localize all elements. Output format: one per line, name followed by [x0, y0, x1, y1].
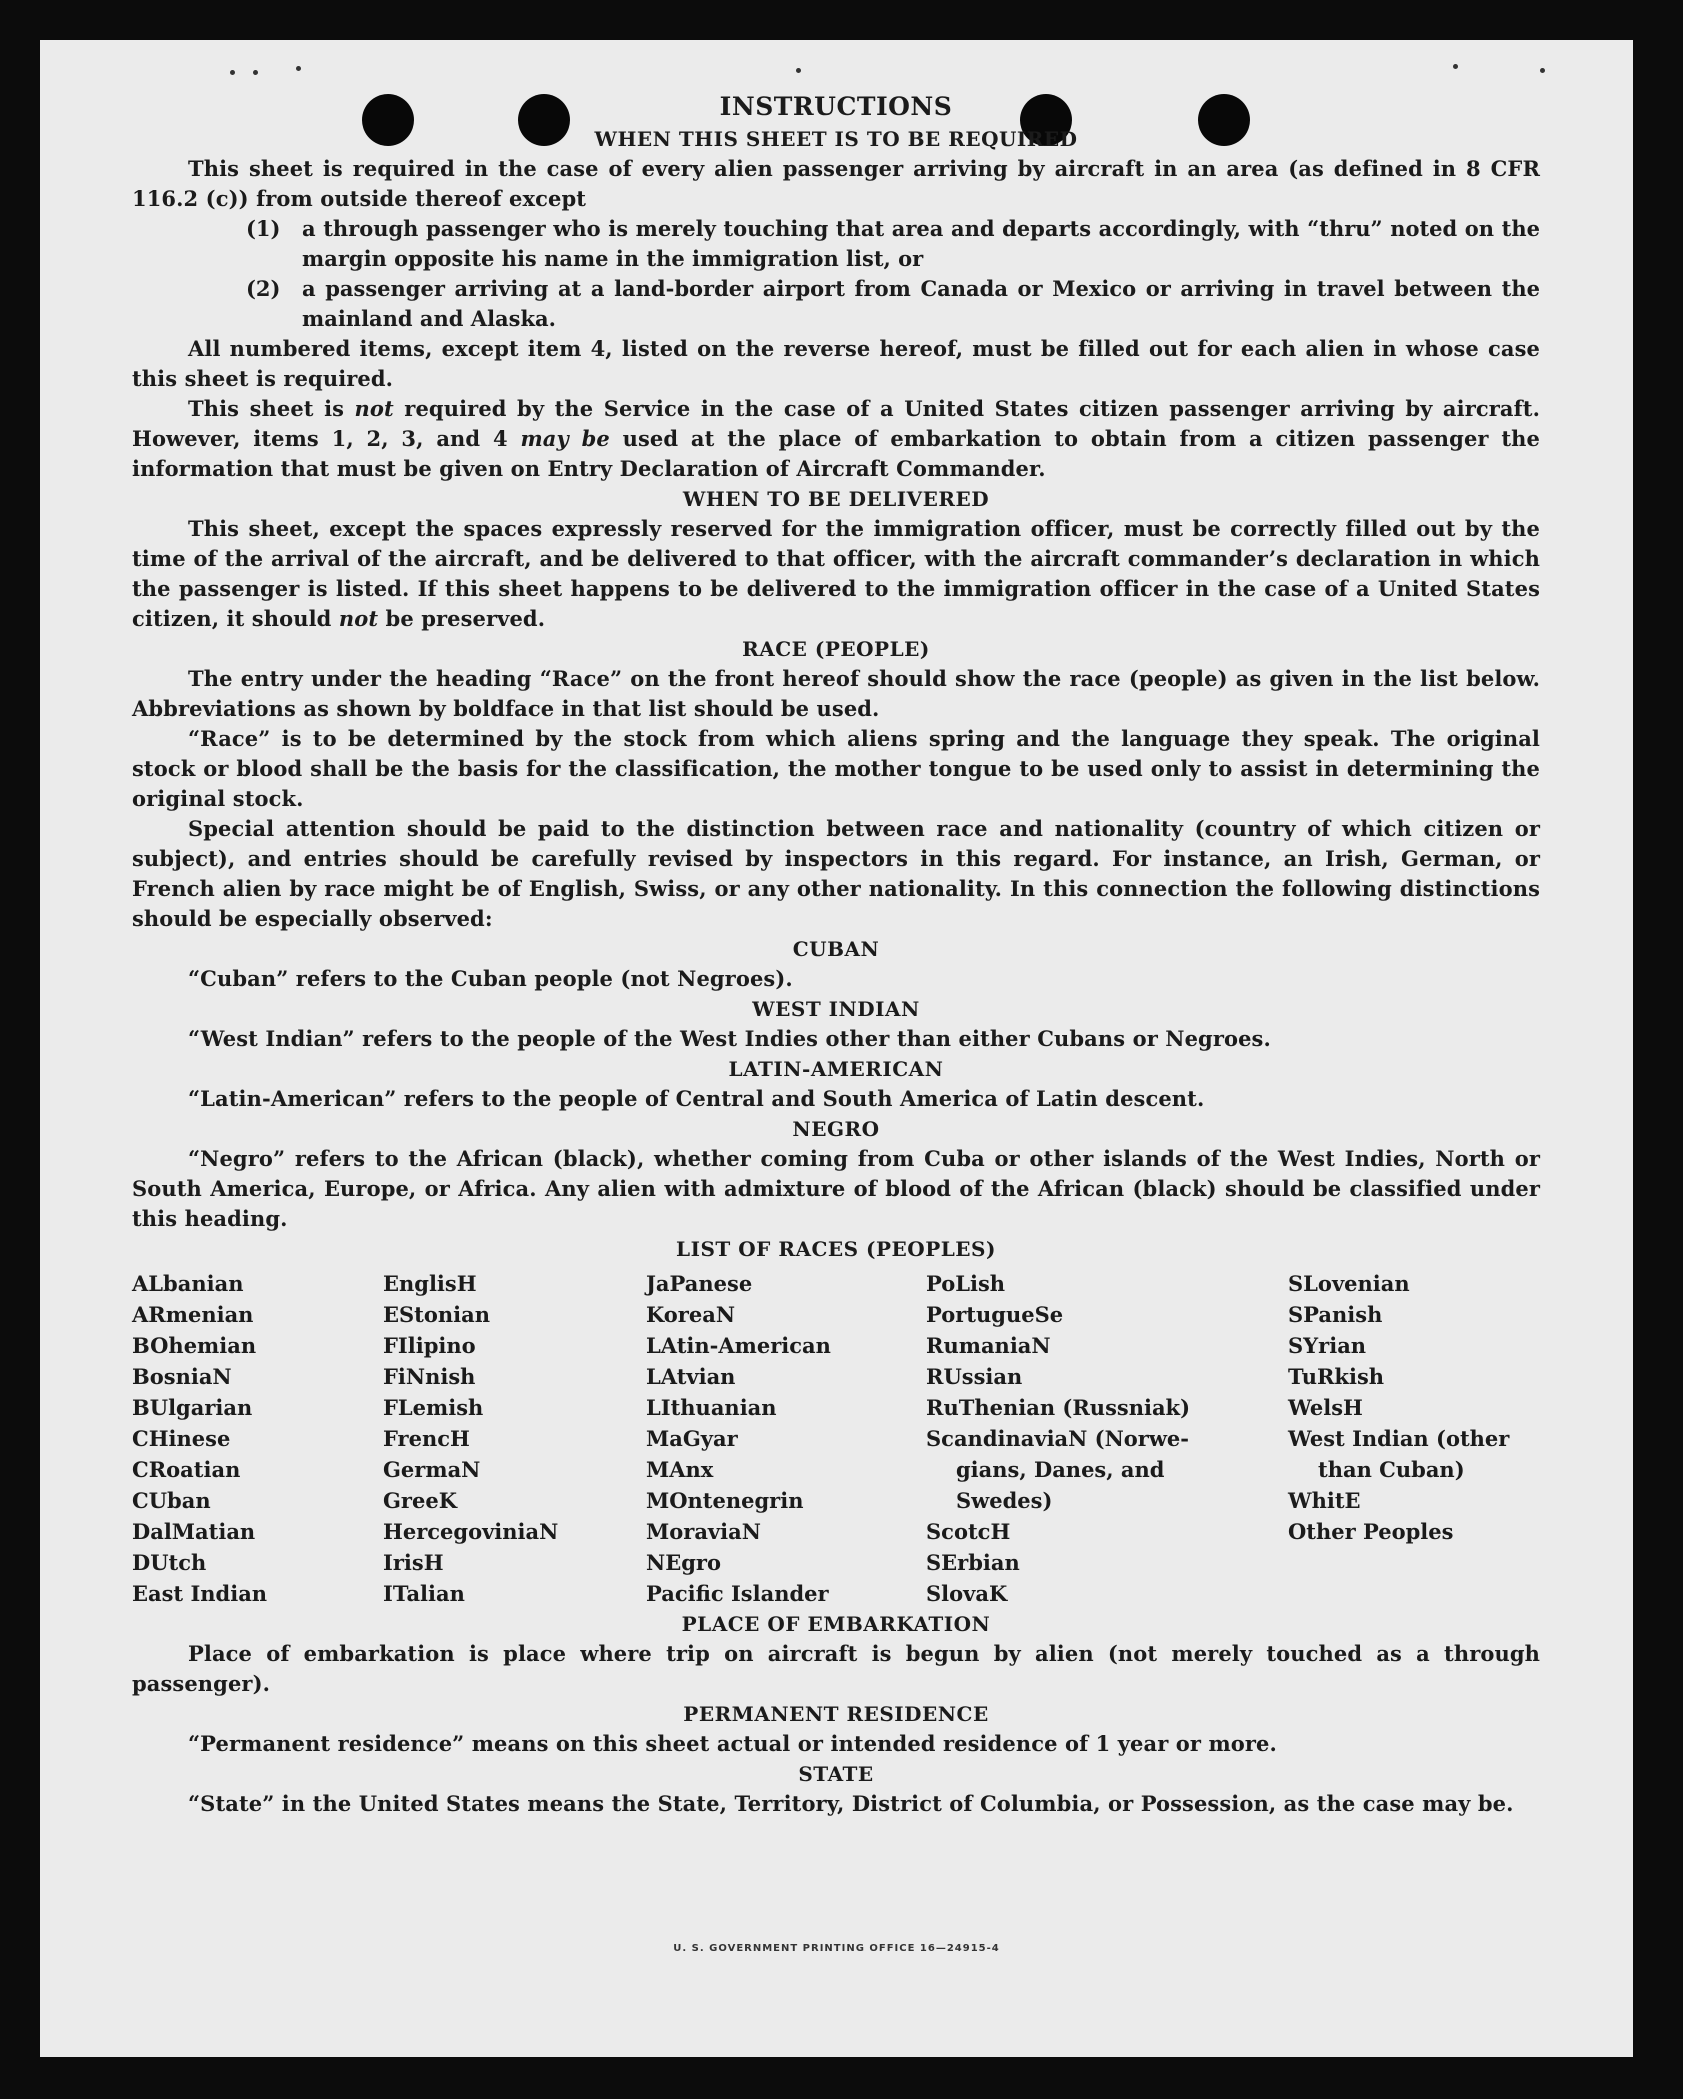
exception-text: a through passenger who is merely touching that area and departs accordingly, with “thru” noted on the margin opposite his name in the immigration list, or [302, 216, 1540, 271]
race-entry: LAtvian [646, 1364, 736, 1389]
section-heading-cuban: CUBAN [792, 937, 880, 961]
race-entry: SErbian [926, 1550, 1020, 1575]
race-entry: DUtch [132, 1550, 207, 1575]
race-entry: ITalian [383, 1581, 465, 1606]
state-definition: “State” in the United States means the State, Territory, District of Columbia, or Possession, as the case may be. [188, 1791, 1514, 1816]
embarkation-definition: Place of embarkation is place where trip on aircraft is begun by alien (not merely touched as a through passenger). [132, 1641, 1540, 1696]
race-entry: GreeK [383, 1488, 457, 1513]
exception-number: (1) [246, 216, 281, 241]
speck [796, 68, 801, 73]
race-entry: CHinese [132, 1426, 231, 1451]
speck [1453, 64, 1458, 69]
race-entry: RuThenian (Russniak) [926, 1395, 1191, 1420]
section-heading-latin-american: LATIN-AMERICAN [728, 1057, 944, 1081]
race-entry: SlovaK [926, 1581, 1008, 1606]
race-entry: KoreaN [646, 1302, 736, 1327]
race-entry: gians, Danes, and [956, 1457, 1165, 1482]
race-entry: HercegoviniaN [383, 1519, 559, 1544]
race-entry: CRoatian [132, 1457, 241, 1482]
race-entry: ScandinaviaN (Norwe- [926, 1426, 1190, 1451]
race-entry: SYrian [1288, 1333, 1367, 1358]
exception-item [132, 274, 1540, 334]
race-entry: SLovenian [1288, 1271, 1410, 1296]
race-entry: ARmenian [132, 1302, 254, 1327]
negro-definition: “Negro” refers to the African (black), whether coming from Cuba or other islands of the West Indies, North or South America, Europe, or Africa. Any alien with admixture of blood of the African (black) should be classified under this heading. [132, 1146, 1540, 1231]
race-entry: NEgro [646, 1550, 721, 1575]
race-entry: East Indian [132, 1581, 268, 1606]
speck [1540, 68, 1545, 73]
race-entry: GermaN [383, 1457, 481, 1482]
document-page [40, 40, 1633, 2057]
race-entry: FIlipino [383, 1333, 476, 1358]
races-list [132, 1268, 1540, 1609]
race-entry: West Indian (other [1288, 1426, 1510, 1451]
section-heading-embarkation: PLACE OF EMBARKATION [681, 1612, 991, 1636]
exception-number: (2) [246, 276, 281, 301]
race-entry: EnglisH [383, 1271, 477, 1296]
section-heading-negro: NEGRO [792, 1117, 880, 1141]
speck [253, 70, 258, 75]
section-heading-state: STATE [798, 1762, 874, 1786]
races-column [383, 1268, 646, 1609]
race-entry: MOntenegrin [646, 1488, 804, 1513]
section-heading-race: RACE (PEOPLE) [742, 637, 930, 661]
exception-item [132, 214, 1540, 274]
list-of-races-heading: LIST OF RACES (PEOPLES) [676, 1237, 996, 1261]
speck [296, 66, 301, 71]
race-entry: FiNnish [383, 1364, 476, 1389]
races-column [132, 1268, 383, 1609]
section-heading-required: WHEN THIS SHEET IS TO BE REQUIRED [594, 127, 1078, 151]
race-entry: BUlgarian [132, 1395, 253, 1420]
delivered-paragraph: This sheet, except the spaces expressly reserved for the immigration officer, must be correctly filled out by the time of the arrival of the aircraft, and be delivered to that officer, with the aircraft commander’s declaration in which the passenger is listed. If this sheet happens to be delivered to the immigration officer in the case of a United States citizen, it should not be preserved. [132, 516, 1540, 631]
race-entry: WelsH [1288, 1395, 1363, 1420]
page-title: INSTRUCTIONS [719, 92, 953, 121]
race-entry: CUban [132, 1488, 211, 1513]
race-entry: PortugueSe [926, 1302, 1064, 1327]
race-entry: TuRkish [1288, 1364, 1385, 1389]
race-entry: WhitE [1288, 1488, 1361, 1513]
race-entry: ScotcH [926, 1519, 1011, 1544]
race-entry: LIthuanian [646, 1395, 777, 1420]
races-column [646, 1268, 926, 1609]
west-indian-definition: “West Indian” refers to the people of the West Indies other than either Cubans or Negroes. [188, 1026, 1271, 1051]
race-entry: ALbanian [132, 1271, 244, 1296]
speck [230, 70, 235, 75]
races-column [1288, 1268, 1540, 1609]
required-intro: This sheet is required in the case of every alien passenger arriving by aircraft in an area (as defined in 8 CFR 116.2 (c)) from outside thereof except [132, 156, 1540, 211]
latin-american-definition: “Latin-American” refers to the people of Central and South America of Latin descent. [188, 1086, 1205, 1111]
race-entry: SPanish [1288, 1302, 1383, 1327]
race-entry: Pacific Islander [646, 1581, 829, 1606]
race-entry: BOhemian [132, 1333, 257, 1358]
citizen-paragraph: This sheet is not required by the Service in the case of a United States citizen passenger arriving by aircraft. However, items 1, 2, 3, and 4 may be used at the place of embarkation to obtain from a citizen passenger the information that must be given on Entry Declaration of Aircraft Commander. [132, 396, 1540, 481]
section-heading-residence: PERMANENT RESIDENCE [683, 1702, 989, 1726]
race-entry: IrisH [383, 1550, 444, 1575]
instructions-body [132, 90, 1540, 1819]
race-paragraph-2: “Race” is to be determined by the stock from which aliens spring and the language they speak. The original stock or blood shall be the basis for the classification, the mother tongue to be used only to assist in determining the original stock. [132, 726, 1540, 811]
race-entry: JaPanese [646, 1271, 753, 1296]
race-entry: MoraviaN [646, 1519, 761, 1544]
section-heading-delivered: WHEN TO BE DELIVERED [682, 487, 990, 511]
race-paragraph-3: Special attention should be paid to the distinction between race and nationality (country of which citizen or subject), and entries should be carefully revised by inspectors in this regard. For instance, an Irish, German, or French alien by race might be of English, Swiss, or any other nationality. In this connection the following distinctions should be especially observed: [132, 816, 1540, 931]
race-paragraph-1: The entry under the heading “Race” on the front hereof should show the race (people) as given in the list below. Abbreviations as shown by boldface in that list should be used. [132, 666, 1540, 721]
race-entry: RUssian [926, 1364, 1023, 1389]
exception-text: a passenger arriving at a land-border airport from Canada or Mexico or arriving in travel between the mainland and Alaska. [302, 276, 1540, 331]
section-heading-west-indian: WEST INDIAN [752, 997, 920, 1021]
race-entry: Swedes) [956, 1488, 1053, 1513]
race-entry: MAnx [646, 1457, 714, 1482]
race-entry: Other Peoples [1288, 1519, 1454, 1544]
numbered-items-paragraph: All numbered items, except item 4, listed on the reverse hereof, must be filled out for each alien in whose case this sheet is required. [132, 336, 1540, 391]
race-entry: PoLish [926, 1271, 1006, 1296]
race-entry: LAtin-American [646, 1333, 831, 1358]
race-entry: RumaniaN [926, 1333, 1051, 1358]
race-entry: FrencH [383, 1426, 470, 1451]
race-entry: DalMatian [132, 1519, 256, 1544]
race-entry: FLemish [383, 1395, 484, 1420]
printer-imprint: U. S. GOVERNMENT PRINTING OFFICE 16—24915-4 [673, 1943, 1000, 1954]
race-entry: than Cuban) [1318, 1457, 1465, 1482]
race-entry: EStonian [383, 1302, 490, 1327]
race-entry: MaGyar [646, 1426, 738, 1451]
races-column [926, 1268, 1288, 1609]
cuban-definition: “Cuban” refers to the Cuban people (not Negroes). [188, 966, 793, 991]
race-entry: BosniaN [132, 1364, 232, 1389]
residence-definition: “Permanent residence” means on this sheet actual or intended residence of 1 year or more. [188, 1731, 1277, 1756]
